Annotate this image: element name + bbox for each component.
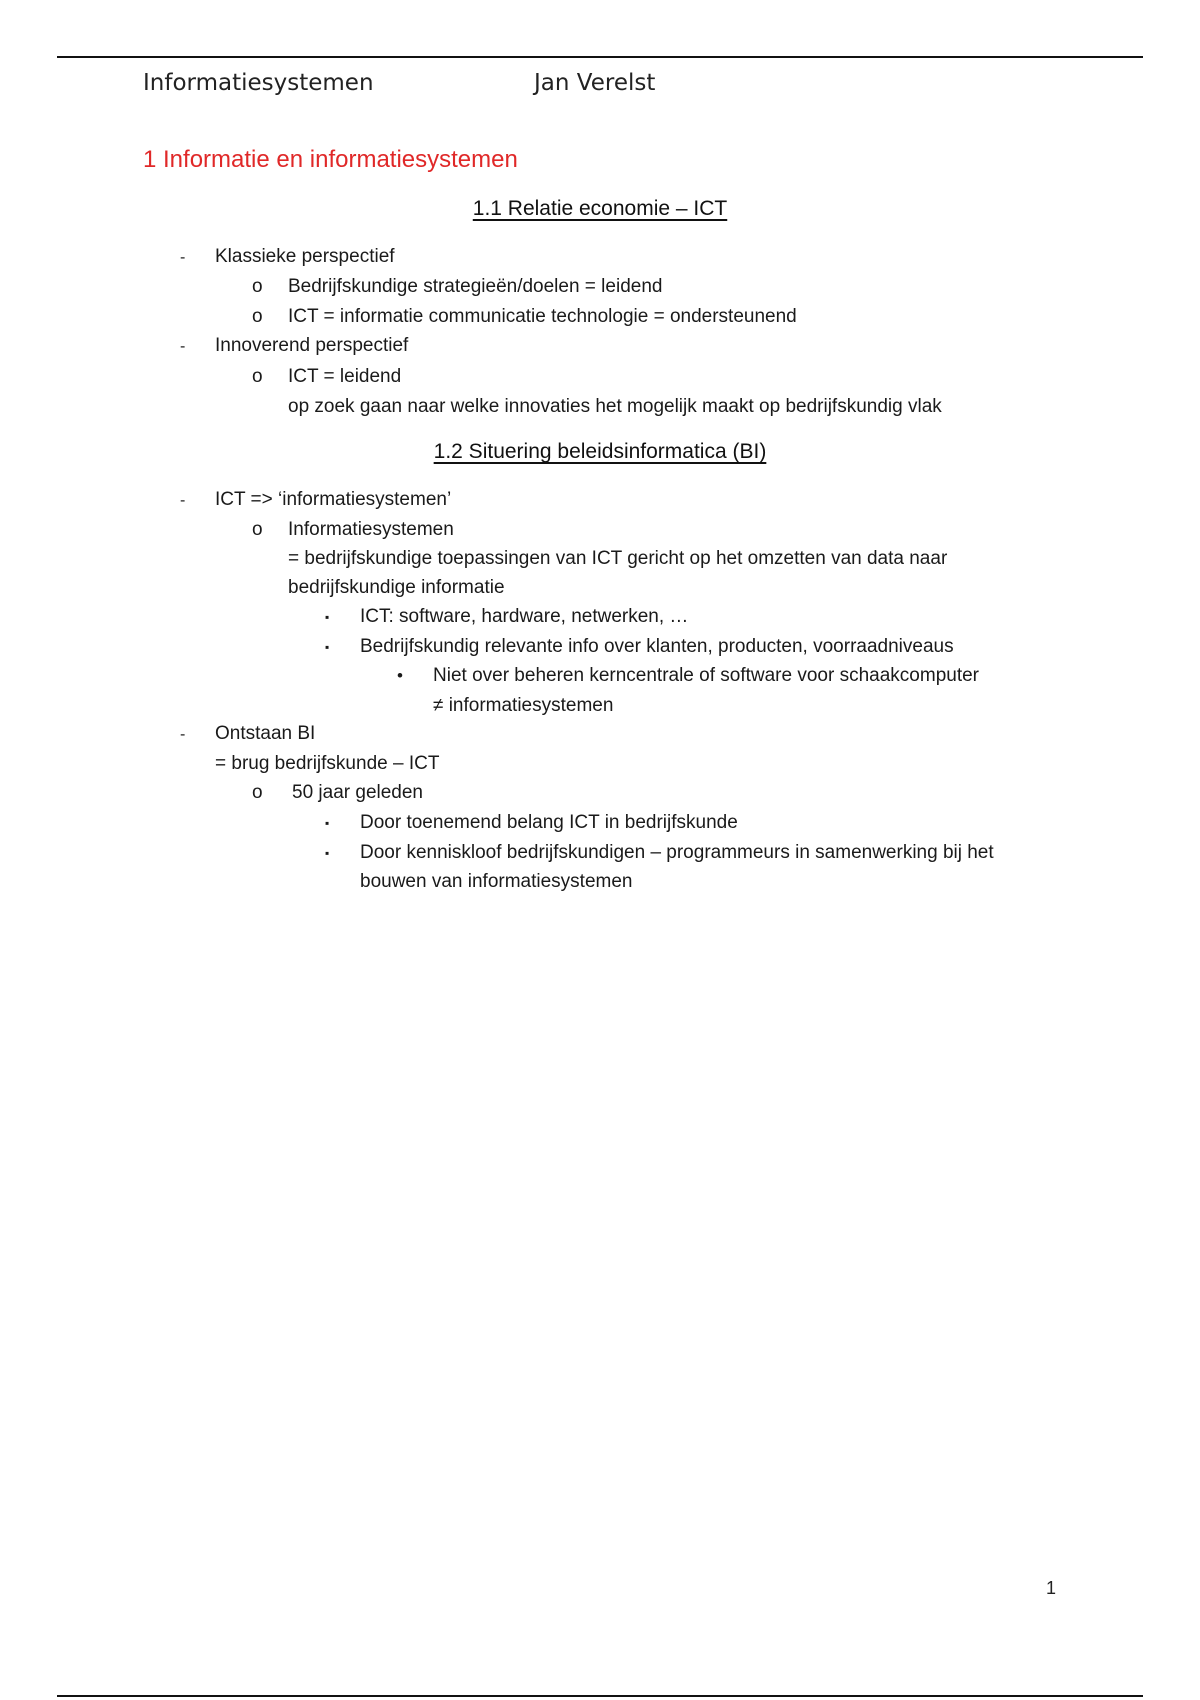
dash-bullet: - xyxy=(180,338,186,355)
author-name: Jan Verelst xyxy=(534,70,656,96)
square-bullet: ▪ xyxy=(325,640,330,654)
header-rule xyxy=(57,56,1143,58)
circle-bullet: o xyxy=(252,782,263,803)
list-item-continuation: = brug bedrijfskunde – ICT xyxy=(215,753,440,774)
list-item-continuation: bouwen van informatiesystemen xyxy=(360,871,633,892)
round-bullet: • xyxy=(397,666,403,685)
list-item: Bedrijfskundige strategieën/doelen = leidend xyxy=(288,276,663,297)
list-item-continuation: op zoek gaan naar welke innovaties het mogelijk maakt op bedrijfskundig vlak xyxy=(288,396,942,417)
list-item: ICT = leidend xyxy=(288,366,402,387)
course-title: Informatiesystemen xyxy=(143,70,374,96)
footer-rule xyxy=(57,1695,1143,1697)
square-bullet: ▪ xyxy=(325,610,330,624)
section-heading-1-2: 1.2 Situering beleidsinformatica (BI) xyxy=(433,440,767,463)
section-heading-1-1: 1.1 Relatie economie – ICT xyxy=(472,197,728,220)
list-item: Innoverend perspectief xyxy=(215,335,409,356)
list-item: Door kenniskloof bedrijfskundigen – programmeurs in samenwerking bij het xyxy=(360,842,994,863)
list-item: Bedrijfskundig relevante info over klanten, producten, voorraadniveaus xyxy=(360,636,954,657)
page-number: 1 xyxy=(1046,1578,1057,1598)
circle-bullet: o xyxy=(252,306,263,327)
list-item-continuation: ≠ informatiesystemen xyxy=(433,695,614,716)
list-item: Ontstaan BI xyxy=(215,723,316,744)
square-bullet: ▪ xyxy=(325,846,330,860)
circle-bullet: o xyxy=(252,276,263,297)
list-item: Niet over beheren kerncentrale of software voor schaakcomputer xyxy=(433,665,979,686)
list-item: ICT = informatie communicatie technologie = ondersteunend xyxy=(288,306,797,327)
circle-bullet: o xyxy=(252,519,263,540)
list-item-continuation: = bedrijfskundige toepassingen van ICT gericht op het omzetten van data naar xyxy=(288,548,948,569)
list-item: Informatiesystemen xyxy=(288,519,454,540)
page-header xyxy=(143,70,656,96)
list-item-continuation: bedrijfskundige informatie xyxy=(288,577,505,598)
list-item: 50 jaar geleden xyxy=(292,782,423,803)
chapter-heading: 1 Informatie en informatiesystemen xyxy=(143,146,518,173)
dash-bullet: - xyxy=(180,249,186,266)
dash-bullet: - xyxy=(180,726,186,743)
list-item: ICT => ‘informatiesystemen’ xyxy=(215,489,452,510)
list-item: Door toenemend belang ICT in bedrijfskunde xyxy=(360,812,738,833)
list-item: ICT: software, hardware, netwerken, … xyxy=(360,606,689,627)
dash-bullet: - xyxy=(180,492,186,509)
list-item: Klassieke perspectief xyxy=(215,246,395,267)
square-bullet: ▪ xyxy=(325,816,330,830)
circle-bullet: o xyxy=(252,366,263,387)
